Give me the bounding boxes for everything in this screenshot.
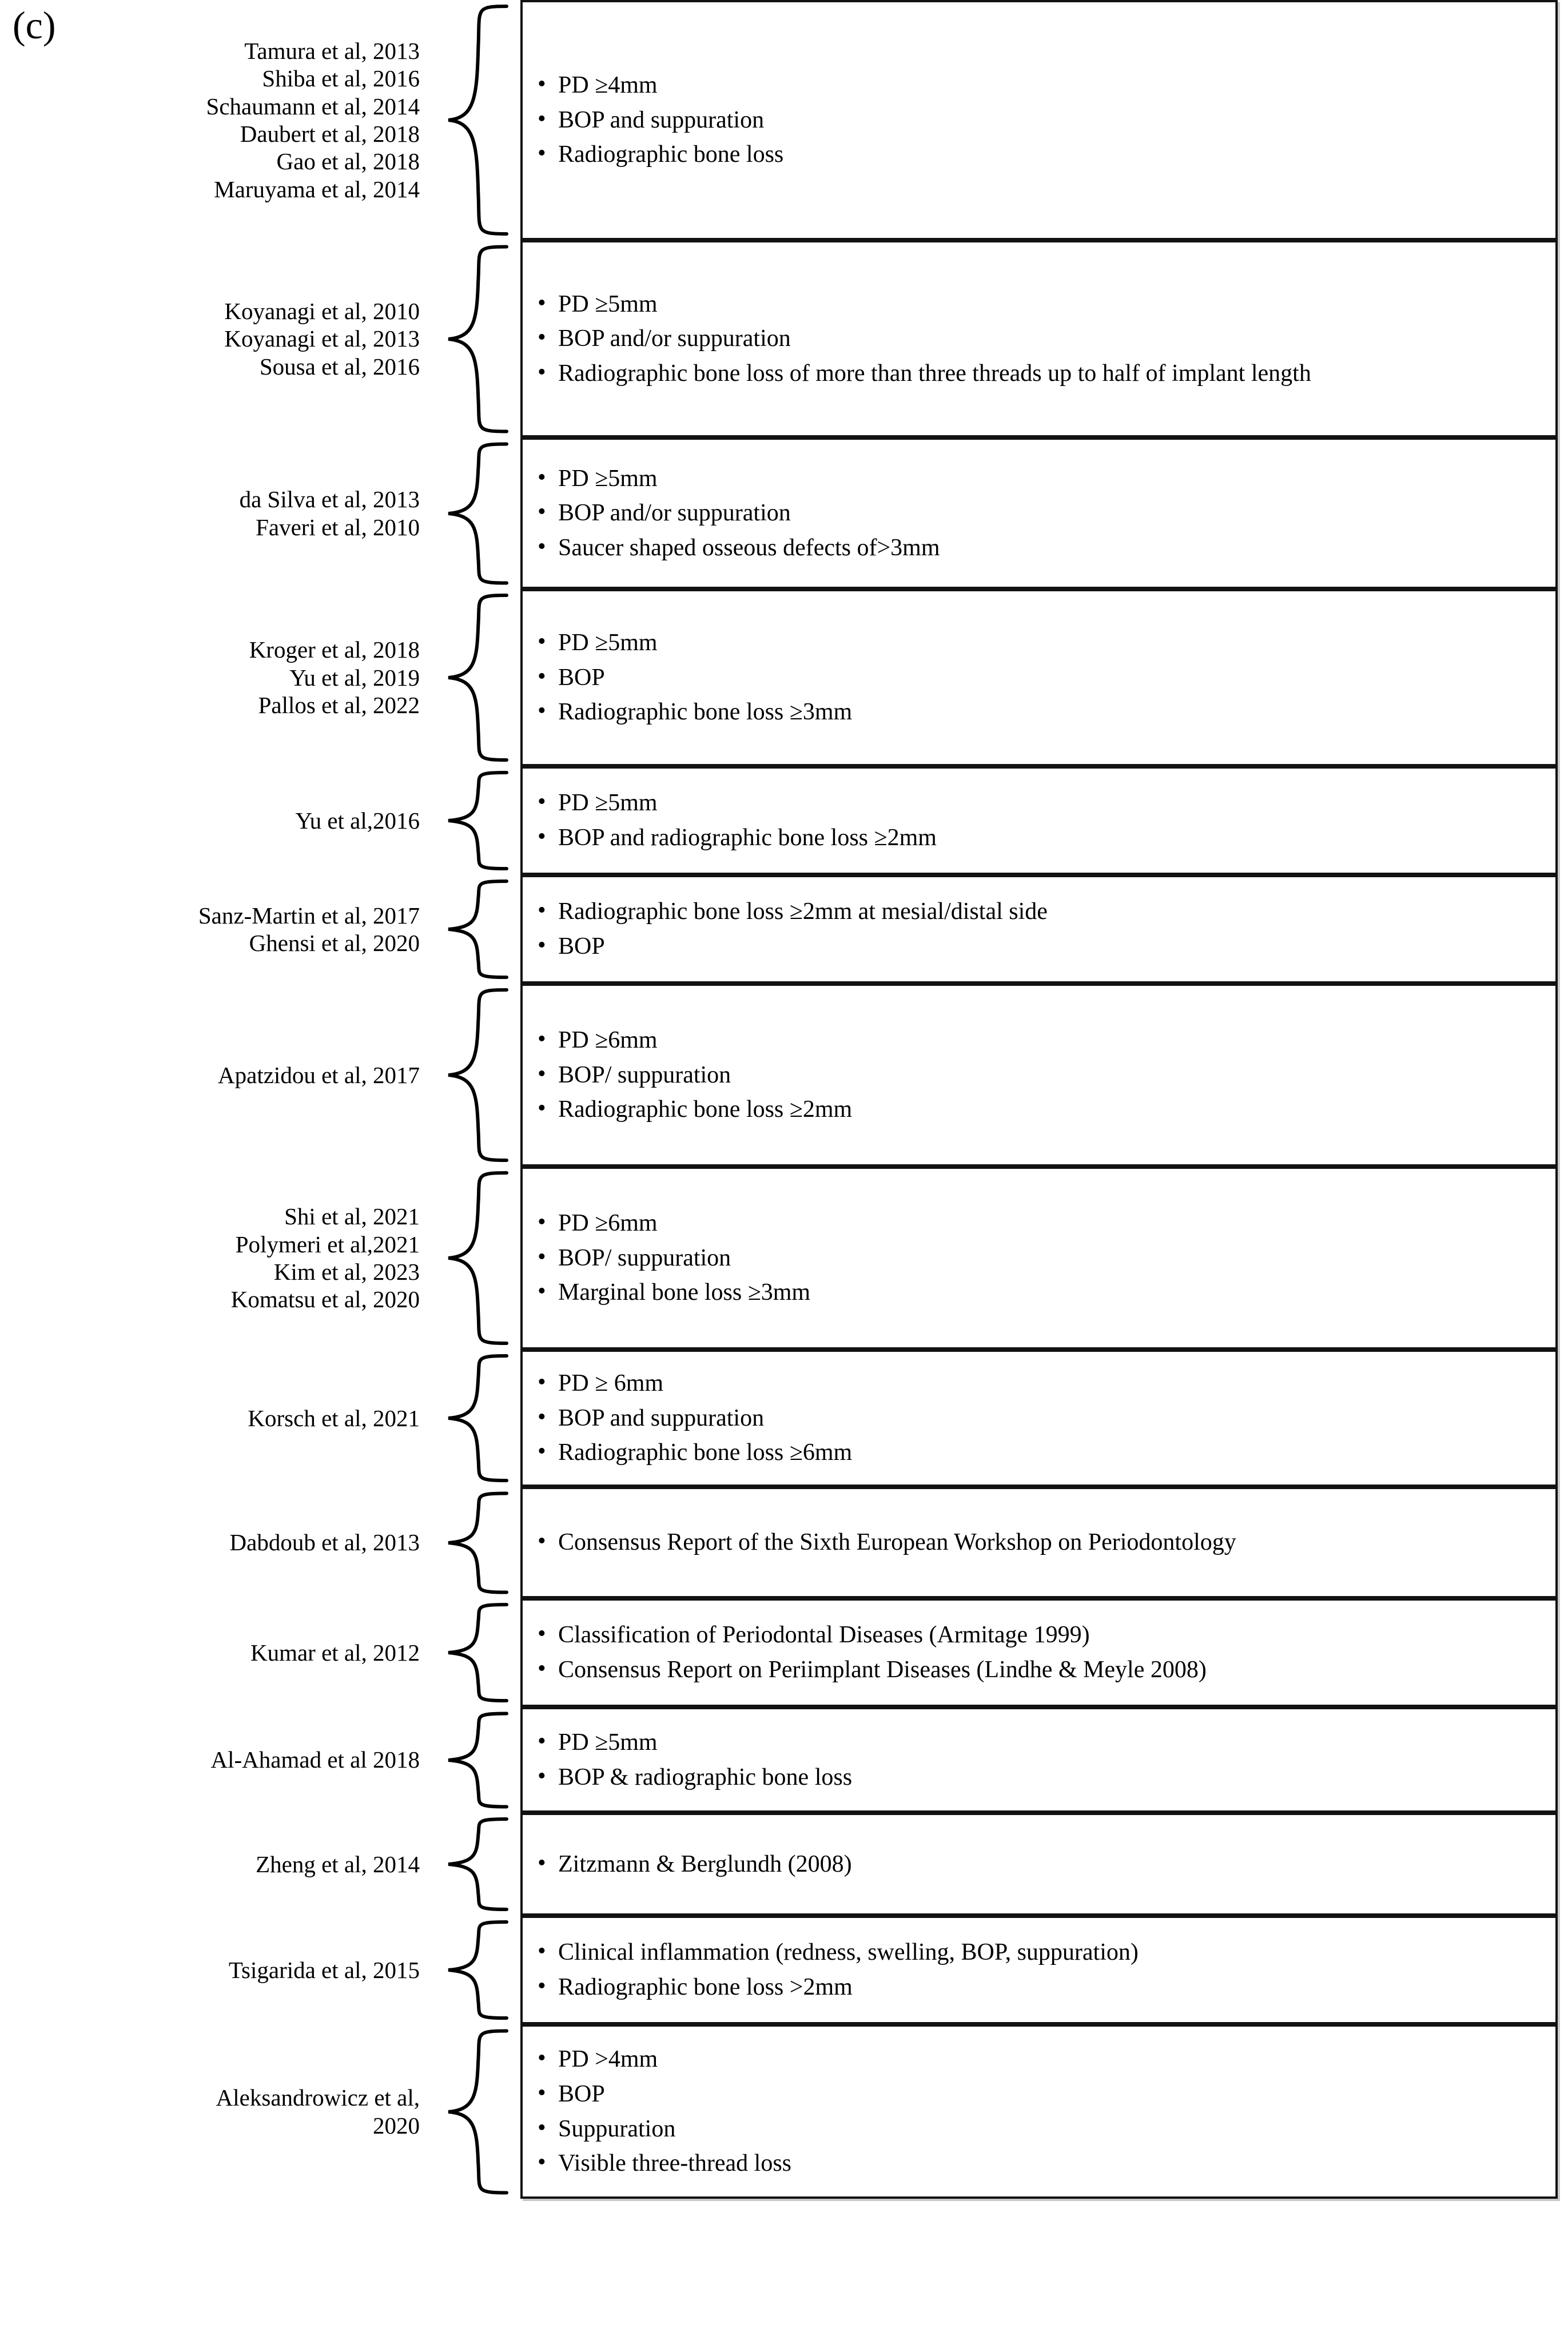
criteria-list [535,1937,1541,2003]
criteria-row [0,437,1568,589]
bullet-icon: • [538,789,546,815]
criteria-item [535,1094,1541,1125]
criteria-list [535,1368,1541,1469]
bullet-icon: • [538,932,546,958]
criteria-box-wrapper [520,1598,1568,1707]
criteria-item [535,2079,1541,2110]
diagnostic-criteria-box [520,1167,1558,1350]
criteria-row [0,2024,1568,2199]
study-reference-group [0,0,435,240]
study-reference: Faveri et al, 2010 [256,514,420,540]
bullet-icon: • [538,2079,546,2106]
criteria-item [535,1762,1541,1793]
study-reference: Schaumann et al, 2014 [206,93,420,120]
curly-brace-connector-icon [435,1598,520,1707]
bullet-icon: • [538,663,546,690]
criteria-item [535,627,1541,659]
bullet-icon: • [538,1728,546,1754]
bullet-icon: • [538,140,546,167]
criteria-box-wrapper [520,0,1568,240]
criteria-text: BOP and suppuration [558,1404,765,1431]
criteria-list [535,627,1541,728]
bullet-icon: • [538,2149,546,2176]
criteria-text: BOP and radiographic bone loss ≥2mm [558,825,937,851]
bullet-icon: • [538,1655,546,1682]
criteria-text: PD ≥6mm [558,1210,658,1237]
curly-brace-connector-icon [435,875,520,984]
diagnostic-criteria-box [520,1350,1558,1487]
criteria-text: PD ≥5mm [558,1729,658,1756]
study-reference: Kroger et al, 2018 [249,636,420,663]
bullet-icon: • [538,1849,546,1876]
criteria-item [535,1208,1541,1239]
study-reference-group [0,984,435,1167]
bullet-icon: • [538,464,546,491]
criteria-text: PD >4mm [558,2046,658,2073]
diagnostic-criteria-box [520,1916,1558,2024]
study-reference-group [0,1598,435,1707]
criteria-box-wrapper [520,1350,1568,1487]
study-reference: Korsch et al, 2021 [248,1404,420,1431]
bullet-icon: • [538,628,546,655]
criteria-text: Radiographic bone loss ≥2mm at mesial/distal side [558,898,1048,925]
study-reference: Sanz-Martin et al, 2017 [198,902,420,929]
bullet-icon: • [538,533,546,560]
criteria-box-wrapper [520,766,1568,875]
criteria-item [535,1368,1541,1399]
study-reference: Yu et al,2016 [295,807,420,834]
criteria-list [535,1208,1541,1308]
criteria-item [535,1654,1541,1686]
bullet-icon: • [538,289,546,316]
bullet-icon: • [538,2114,546,2141]
study-reference: Polymeri et al,2021 [235,1231,420,1257]
criteria-text: BOP and/or suppuration [558,500,791,527]
criteria-box-wrapper [520,1813,1568,1916]
criteria-list [535,1025,1541,1125]
study-reference: Daubert et al, 2018 [240,121,420,147]
bullet-icon: • [538,1095,546,1122]
criteria-item [535,1849,1541,1880]
criteria-item [535,1403,1541,1434]
criteria-row [0,1167,1568,1350]
criteria-item [535,323,1541,355]
criteria-item [535,2044,1541,2075]
criteria-item [535,289,1541,320]
criteria-box-wrapper [520,875,1568,984]
criteria-box-wrapper [520,2024,1568,2199]
criteria-row [0,240,1568,437]
diagnostic-criteria-box [520,2024,1558,2199]
curly-brace-connector-icon [435,437,520,589]
study-reference: Zheng et al, 2014 [256,1850,420,1877]
criteria-item [535,822,1541,854]
criteria-list [535,289,1541,389]
criteria-text: Radiographic bone loss >2mm [558,1974,853,2000]
criteria-box-wrapper [520,437,1568,589]
criteria-list [535,463,1541,564]
criteria-item [535,1972,1541,2003]
criteria-text: BOP and/or suppuration [558,325,791,352]
criteria-text: PD ≥ 6mm [558,1370,664,1397]
study-reference: Tsigarida et al, 2015 [228,1956,420,1983]
bullet-icon: • [538,499,546,526]
criteria-text: BOP/ suppuration [558,1061,731,1088]
criteria-item [535,1527,1541,1558]
criteria-item [535,1619,1541,1651]
criteria-row [0,1916,1568,2024]
criteria-item [535,1727,1541,1758]
criteria-item [535,498,1541,529]
curly-brace-connector-icon [435,240,520,437]
criteria-item [535,1437,1541,1469]
bullet-icon: • [538,105,546,132]
study-reference-group [0,766,435,875]
criteria-text: Zitzmann & Berglundh (2008) [558,1850,852,1877]
criteria-item [535,787,1541,819]
bullet-icon: • [538,359,546,385]
study-reference-group [0,1350,435,1487]
bullet-icon: • [538,823,546,850]
criteria-item [535,2148,1541,2179]
criteria-text: Classification of Periodontal Diseases (Armitage 1999) [558,1622,1090,1649]
criteria-list [535,1527,1541,1558]
criteria-text: PD ≥4mm [558,72,658,99]
criteria-item [535,1937,1541,1968]
criteria-list [535,70,1541,170]
criteria-text: PD ≥5mm [558,465,658,492]
study-reference: Komatsu et al, 2020 [230,1286,420,1313]
bullet-icon: • [538,1209,546,1236]
criteria-box-wrapper [520,984,1568,1167]
study-reference: Dabdoub et al, 2013 [229,1529,420,1556]
criteria-item [535,697,1541,728]
study-reference-group [0,1167,435,1350]
criteria-item [535,1277,1541,1308]
diagnostic-criteria-box [520,1487,1558,1598]
curly-brace-connector-icon [435,2024,520,2199]
criteria-box-wrapper [520,1707,1568,1813]
study-reference-group [0,589,435,766]
study-reference: Pallos et al, 2022 [258,692,420,719]
criteria-text: Radiographic bone loss [558,141,784,168]
curly-brace-connector-icon [435,1916,520,2024]
criteria-item [535,463,1541,495]
criteria-item [535,358,1541,389]
study-reference: Shiba et al, 2016 [262,65,420,92]
criteria-row [0,875,1568,984]
bullet-icon: • [538,1278,546,1305]
criteria-row [0,589,1568,766]
criteria-item [535,896,1541,928]
criteria-item [535,139,1541,170]
bullet-icon: • [538,1621,546,1647]
criteria-list [535,1849,1541,1880]
criteria-item [535,1025,1541,1056]
criteria-text: Consensus Report of the Sixth European Workshop on Periodontology [558,1529,1236,1556]
study-reference: da Silva et al, 2013 [239,486,420,513]
bullet-icon: • [538,1528,546,1555]
diagnostic-criteria-box [520,766,1558,875]
criteria-text: PD ≥6mm [558,1027,658,1054]
curly-brace-connector-icon [435,984,520,1167]
bullet-icon: • [538,1403,546,1430]
criteria-text: Radiographic bone loss ≥3mm [558,699,853,726]
study-reference: 2020 [373,2112,420,2139]
criteria-text: Clinical inflammation (redness, swelling, BOP, suppuration) [558,1939,1139,1966]
study-reference: Aleksandrowicz et al, [216,2084,420,2111]
criteria-list [535,896,1541,962]
bullet-icon: • [538,2045,546,2072]
panel-label: (c) [13,3,56,47]
diagnostic-criteria-box [520,437,1558,589]
criteria-text: PD ≥5mm [558,630,658,656]
study-reference-group [0,875,435,984]
criteria-box-wrapper [520,240,1568,437]
study-reference: Kumar et al, 2012 [250,1639,420,1666]
criteria-list [535,787,1541,853]
criteria-item [535,1060,1541,1091]
bullet-icon: • [538,1060,546,1087]
criteria-text: BOP & radiographic bone loss [558,1764,853,1790]
criteria-row [0,0,1568,240]
criteria-box-wrapper [520,1167,1568,1350]
bullet-icon: • [538,1026,546,1053]
study-reference: Sousa et al, 2016 [259,353,420,380]
criteria-row [0,1350,1568,1487]
study-reference-group [0,2024,435,2199]
criteria-item [535,70,1541,101]
criteria-item [535,532,1541,564]
criteria-text: Radiographic bone loss ≥2mm [558,1096,853,1123]
criteria-text: BOP [558,933,605,960]
study-reference-group [0,1487,435,1598]
bullet-icon: • [538,698,546,725]
bullet-icon: • [538,1438,546,1465]
bullet-icon: • [538,1762,546,1789]
bullet-icon: • [538,1243,546,1270]
criteria-box-wrapper [520,1487,1568,1598]
criteria-list [535,1619,1541,1685]
criteria-item [535,2114,1541,2145]
study-reference: Maruyama et al, 2014 [214,176,420,202]
bullet-icon: • [538,897,546,924]
bullet-icon: • [538,1369,546,1396]
criteria-text: PD ≥5mm [558,290,658,317]
study-reference: Ghensi et al, 2020 [249,930,420,956]
bullet-icon: • [538,71,546,98]
criteria-item [535,662,1541,694]
criteria-text: Suppuration [558,2115,676,2142]
criteria-box-wrapper [520,1916,1568,2024]
criteria-row [0,1598,1568,1707]
criteria-row [0,984,1568,1167]
study-reference-group [0,240,435,437]
diagnostic-criteria-box [520,589,1558,766]
study-reference: Koyanagi et al, 2013 [224,325,420,352]
study-reference: Tamura et al, 2013 [244,37,420,64]
diagnostic-criteria-box [520,1707,1558,1813]
criteria-text: PD ≥5mm [558,790,658,817]
diagnostic-criteria-box [520,1813,1558,1916]
criteria-item [535,105,1541,136]
criteria-list [535,1727,1541,1793]
study-reference: Koyanagi et al, 2010 [224,297,420,324]
curly-brace-connector-icon [435,589,520,766]
diagnostic-criteria-box [520,0,1558,240]
criteria-text: Marginal bone loss ≥3mm [558,1279,811,1306]
criteria-text: Consensus Report on Periimplant Diseases (Lindhe & Meyle 2008) [558,1657,1207,1683]
criteria-list [535,2044,1541,2179]
diagnostic-criteria-box [520,875,1558,984]
criteria-row [0,1707,1568,1813]
study-reference: Kim et al, 2023 [273,1259,420,1285]
curly-brace-connector-icon [435,0,520,240]
criteria-item [535,931,1541,962]
study-reference: Apatzidou et al, 2017 [218,1061,420,1088]
study-reference: Shi et al, 2021 [284,1203,420,1230]
criteria-text: Radiographic bone loss of more than three threads up to half of implant length [558,360,1311,387]
criteria-row [0,1813,1568,1916]
study-reference: Yu et al, 2019 [289,664,420,691]
study-reference-group [0,437,435,589]
curly-brace-connector-icon [435,1813,520,1916]
bullet-icon: • [538,324,546,351]
criteria-text: BOP/ suppuration [558,1244,731,1271]
criteria-box-wrapper [520,589,1568,766]
curly-brace-connector-icon [435,1487,520,1598]
study-reference-group [0,1916,435,2024]
criteria-item [535,1243,1541,1274]
criteria-text: BOP and suppuration [558,106,765,133]
curly-brace-connector-icon [435,1707,520,1813]
study-reference: Gao et al, 2018 [276,148,420,175]
criteria-text: Radiographic bone loss ≥6mm [558,1439,853,1466]
bullet-icon: • [538,1973,546,1999]
criteria-text: Visible three-thread loss [558,2150,792,2177]
diagnostic-criteria-box [520,984,1558,1167]
diagnostic-criteria-box [520,240,1558,437]
curly-brace-connector-icon [435,1167,520,1350]
criteria-text: BOP [558,2080,605,2107]
study-reference-group [0,1707,435,1813]
criteria-text: Saucer shaped osseous defects of>3mm [558,534,940,561]
criteria-text: BOP [558,664,605,691]
curly-brace-connector-icon [435,1350,520,1487]
curly-brace-connector-icon [435,766,520,875]
criteria-row [0,766,1568,875]
study-reference: Al-Ahamad et al 2018 [210,1746,420,1773]
diagnostic-criteria-box [520,1598,1558,1707]
criteria-row [0,1487,1568,1598]
bullet-icon: • [538,1938,546,1965]
study-reference-group [0,1813,435,1916]
